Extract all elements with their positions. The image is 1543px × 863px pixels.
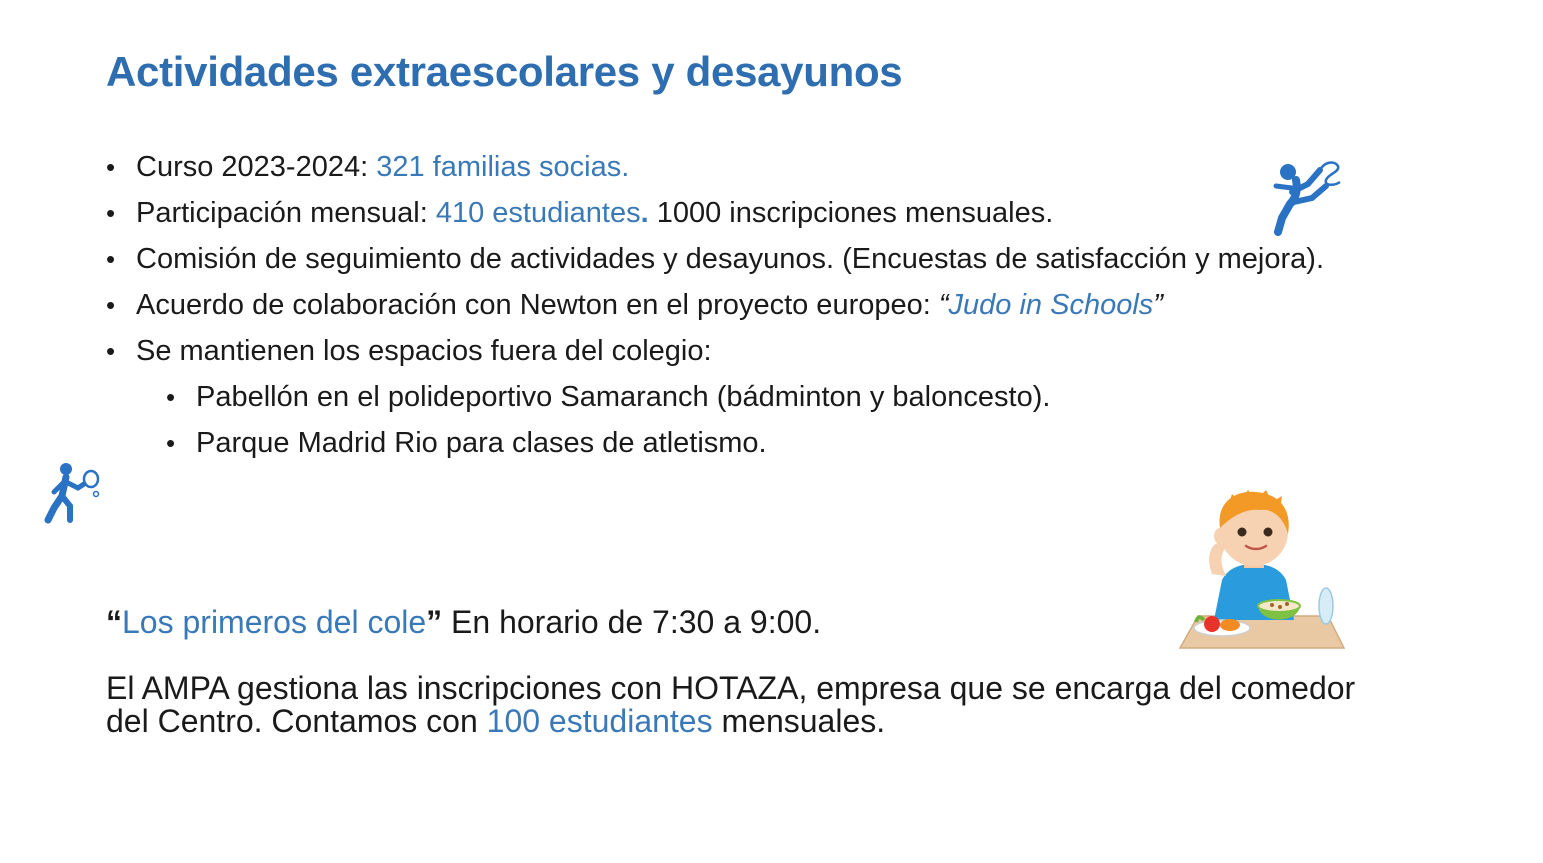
bullet-acuerdo: [106, 290, 1428, 320]
bullet-espacios: • Se mantienen los espacios fuera del colegio:: [106, 336, 1428, 366]
slide-title: Actividades extraescolares y desayunos: [106, 48, 903, 95]
sub-bullet-parque: • Parque Madrid Rio para clases de atletismo.: [166, 428, 1428, 458]
bullet-text: Participación mensual:: [136, 197, 436, 229]
bullet-text: Acuerdo de colaboración con Newton en el proyecto europeo:: [136, 289, 939, 321]
ampa-text-end: mensuales.: [712, 703, 886, 739]
breakfast-schedule: [106, 603, 821, 641]
students-count: 410 estudiantes: [435, 197, 641, 229]
schedule-text: En horario de 7:30 a 9:00.: [442, 604, 822, 640]
project-name: Judo in Schools: [948, 289, 1154, 321]
bullet-text: Curso 2023-2024:: [136, 151, 377, 183]
open-quote: “: [938, 289, 949, 321]
close-quote: ”: [426, 604, 443, 640]
ampa-text: El AMPA gestiona las inscripciones con HOTAZA, empresa que se encarga del comedor del Centro. Contamos con: [106, 670, 1356, 739]
bullet-list: [106, 152, 1428, 474]
tennis-player-icon: [40, 462, 102, 524]
close-quote: ”: [1153, 289, 1163, 321]
bullet-text: 1000 inscripciones mensuales.: [648, 197, 1054, 229]
gymnast-ribbon-icon: [1268, 158, 1344, 236]
breakfast-students: 100 estudiantes: [486, 703, 713, 739]
bullet-comision: • Comisión de seguimiento de actividades y desayunos. (Encuestas de satisfacción y mejora).: [106, 244, 1428, 274]
period: .: [640, 197, 649, 229]
program-name: Los primeros del cole: [122, 604, 427, 640]
open-quote: “: [106, 604, 122, 640]
bullet-participacion: [106, 198, 1428, 228]
ampa-paragraph: [106, 672, 1366, 738]
child-eating-breakfast-illustration: [1176, 488, 1352, 652]
bullet-curso: [106, 152, 1428, 182]
sub-bullet-pabellon: • Pabellón en el polideportivo Samaranch (bádminton y baloncesto).: [166, 382, 1428, 412]
families-count: 321 familias socias.: [376, 151, 630, 183]
